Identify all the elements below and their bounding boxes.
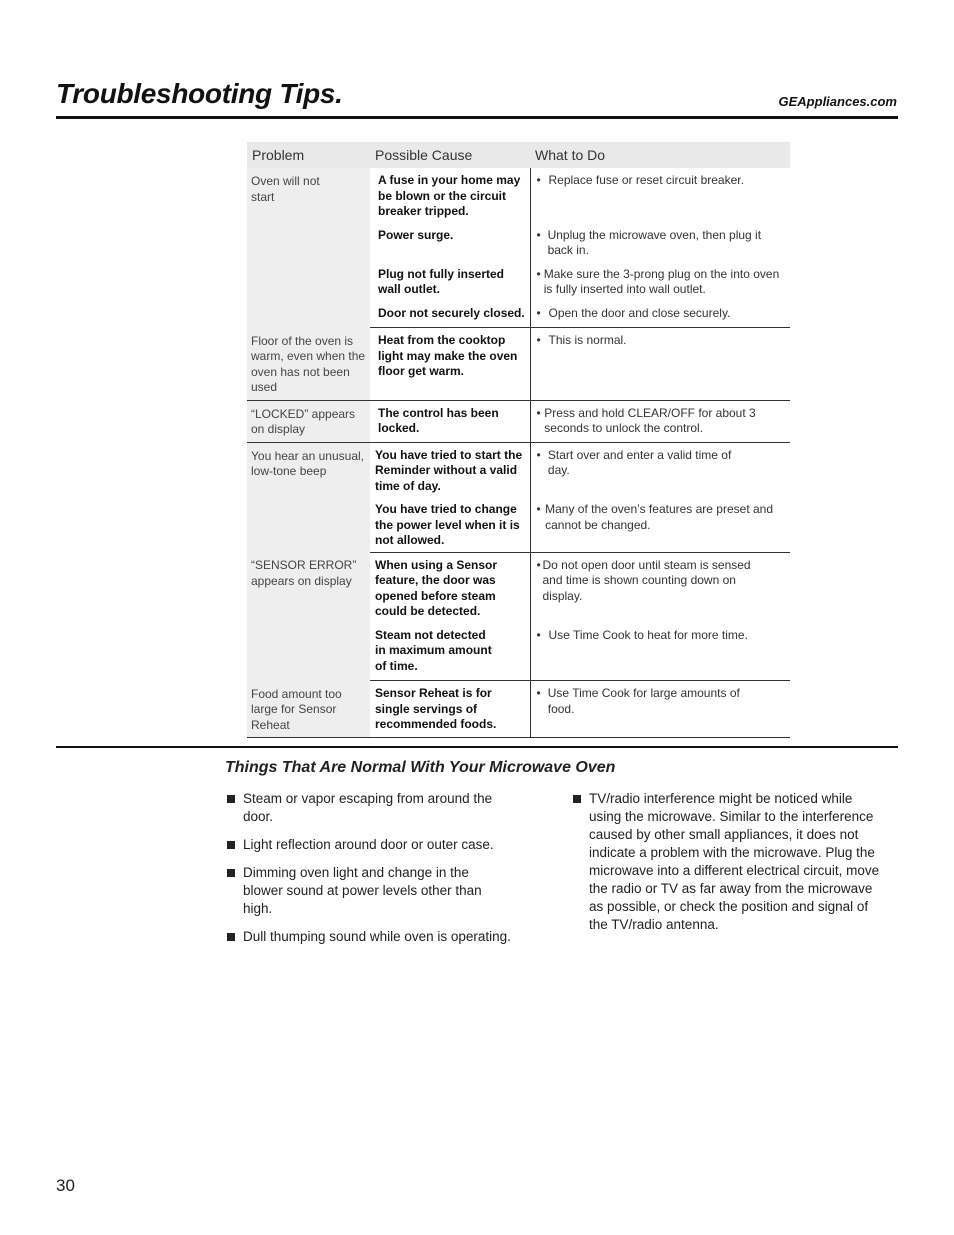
column-header: What to Do bbox=[530, 142, 790, 168]
bullet-square-icon bbox=[573, 795, 581, 803]
page-title: Troubleshooting Tips. bbox=[56, 78, 343, 109]
bullet-square-icon bbox=[227, 795, 235, 803]
problem-cell: You hear an unusual, low-tone beep bbox=[247, 442, 370, 552]
cause-cell: Steam not detected in maximum amount of time. bbox=[375, 627, 492, 673]
fix-cell: Do not open door until steam is sensed and time is shown counting down on display. bbox=[542, 557, 751, 603]
normal-list-right bbox=[572, 790, 884, 944]
page-number: 30 bbox=[56, 1176, 75, 1195]
table-row: Door not securely closed. • Open the door and close securely. bbox=[247, 301, 790, 328]
table-row: Power surge. • Unplug the microwave oven, then plug it back in. bbox=[247, 223, 790, 262]
cause-cell: A fuse in your home may be blown or the circuit breaker tripped. bbox=[378, 173, 521, 218]
problem-cell: Floor of the oven is warm, even when the oven has not been used bbox=[247, 328, 370, 401]
bullet-square-icon bbox=[227, 841, 235, 849]
table-row: Floor of the oven is warm, even when the oven has not been used Heat from the cooktop light may make the oven floor get warm. • This is normal. bbox=[247, 328, 790, 401]
cause-cell: Heat from the cooktop light may make the oven floor get warm. bbox=[378, 333, 518, 378]
column-header: Possible Cause bbox=[370, 142, 530, 168]
list-item: Steam or vapor escaping from around the door. bbox=[226, 790, 526, 826]
fix-cell: Many of the oven’s features are preset and cannot be changed. bbox=[545, 502, 774, 532]
table-row: You hear an unusual, low-tone beep You have tried to start the Reminder without a valid time of day. • Start over and enter a valid time of day. bbox=[247, 442, 790, 497]
fix-cell: Unplug the microwave oven, then plug it back in. bbox=[547, 227, 762, 257]
fix-cell: Use Time Cook to heat for more time. bbox=[548, 627, 748, 642]
section-rule bbox=[56, 746, 898, 748]
problem-cell: Oven will not start bbox=[247, 168, 370, 328]
section-heading: Things That Are Normal With Your Microwave Oven bbox=[225, 759, 616, 776]
site-url: GEAppliances.com bbox=[778, 94, 897, 109]
cause-cell: Plug not fully inserted wall outlet. bbox=[378, 266, 505, 296]
bullet-square-icon bbox=[227, 933, 235, 941]
fix-cell: Open the door and close securely. bbox=[548, 305, 731, 320]
normal-list-left bbox=[226, 790, 526, 956]
table-row: “SENSOR ERROR” appears on display When using a Sensor feature, the door was opened before steam could be detected. • Do not open door until steam is sensed and time is shown counting down on display. bbox=[247, 552, 790, 623]
table-row: You have tried to change the power level when it is not allowed. • Many of the oven’s features are preset and cannot be changed. bbox=[247, 497, 790, 552]
fix-cell: Use Time Cook for large amounts of food. bbox=[547, 686, 740, 716]
fix-cell: Start over and enter a valid time of day. bbox=[547, 447, 732, 477]
table-row: Oven will not start A fuse in your home may be blown or the circuit breaker tripped. • Replace fuse or reset circuit breaker. bbox=[247, 168, 790, 223]
table-row: Food amount too large for Sensor Reheat Sensor Reheat is for single servings of recommended foods. • Use Time Cook for large amounts of food. bbox=[247, 681, 790, 738]
cause-cell: You have tried to change the power level when it is not allowed. bbox=[375, 502, 520, 547]
problem-cell: Food amount too large for Sensor Reheat bbox=[247, 681, 370, 738]
list-item: Dimming oven light and change in the blower sound at power levels other than high. bbox=[226, 864, 526, 918]
cause-cell: When using a Sensor feature, the door was opened before steam could be detected. bbox=[375, 557, 498, 618]
problem-cell: “SENSOR ERROR” appears on display bbox=[247, 552, 370, 681]
table-header-row bbox=[247, 142, 790, 168]
list-item: Light reflection around door or outer case. bbox=[226, 836, 526, 854]
fix-cell: Make sure the 3-prong plug on the into oven is fully inserted into wall outlet. bbox=[543, 266, 780, 296]
fix-cell: Press and hold CLEAR/OFF for about 3 seconds to unlock the control. bbox=[544, 405, 756, 435]
table-row: Plug not fully inserted wall outlet. • Make sure the 3-prong plug on the into oven is fully inserted into wall outlet. bbox=[247, 262, 790, 301]
cause-cell: The control has been locked. bbox=[378, 405, 499, 435]
table-row: Steam not detected in maximum amount of time. • Use Time Cook to heat for more time. bbox=[247, 623, 790, 681]
troubleshooting-table bbox=[247, 142, 790, 738]
cause-cell: Power surge. bbox=[378, 227, 454, 242]
cause-cell: You have tried to start the Reminder without a valid time of day. bbox=[375, 447, 523, 493]
problem-cell: “LOCKED” appears on display bbox=[247, 400, 370, 442]
fix-cell: Replace fuse or reset circuit breaker. bbox=[548, 173, 744, 187]
cause-cell: Door not securely closed. bbox=[378, 305, 525, 320]
header-rule bbox=[56, 116, 898, 119]
cause-cell: Sensor Reheat is for single servings of recommended foods. bbox=[375, 686, 497, 731]
column-header: Problem bbox=[247, 142, 370, 168]
fix-cell: This is normal. bbox=[548, 333, 627, 347]
table-row: “LOCKED” appears on display The control has been locked. • Press and hold CLEAR/OFF for about 3 seconds to unlock the control. bbox=[247, 400, 790, 442]
bullet-square-icon bbox=[227, 869, 235, 877]
list-item: TV/radio interference might be noticed while using the microwave. Similar to the interference caused by other small appliances, it does not indicate a problem with the microwave. Plug the microwave into a different electrical circuit, move the radio or TV as far away from the microwave as possible, or check the position and signal of the TV/radio antenna. bbox=[572, 790, 884, 934]
list-item: Dull thumping sound while oven is operating. bbox=[226, 928, 526, 946]
